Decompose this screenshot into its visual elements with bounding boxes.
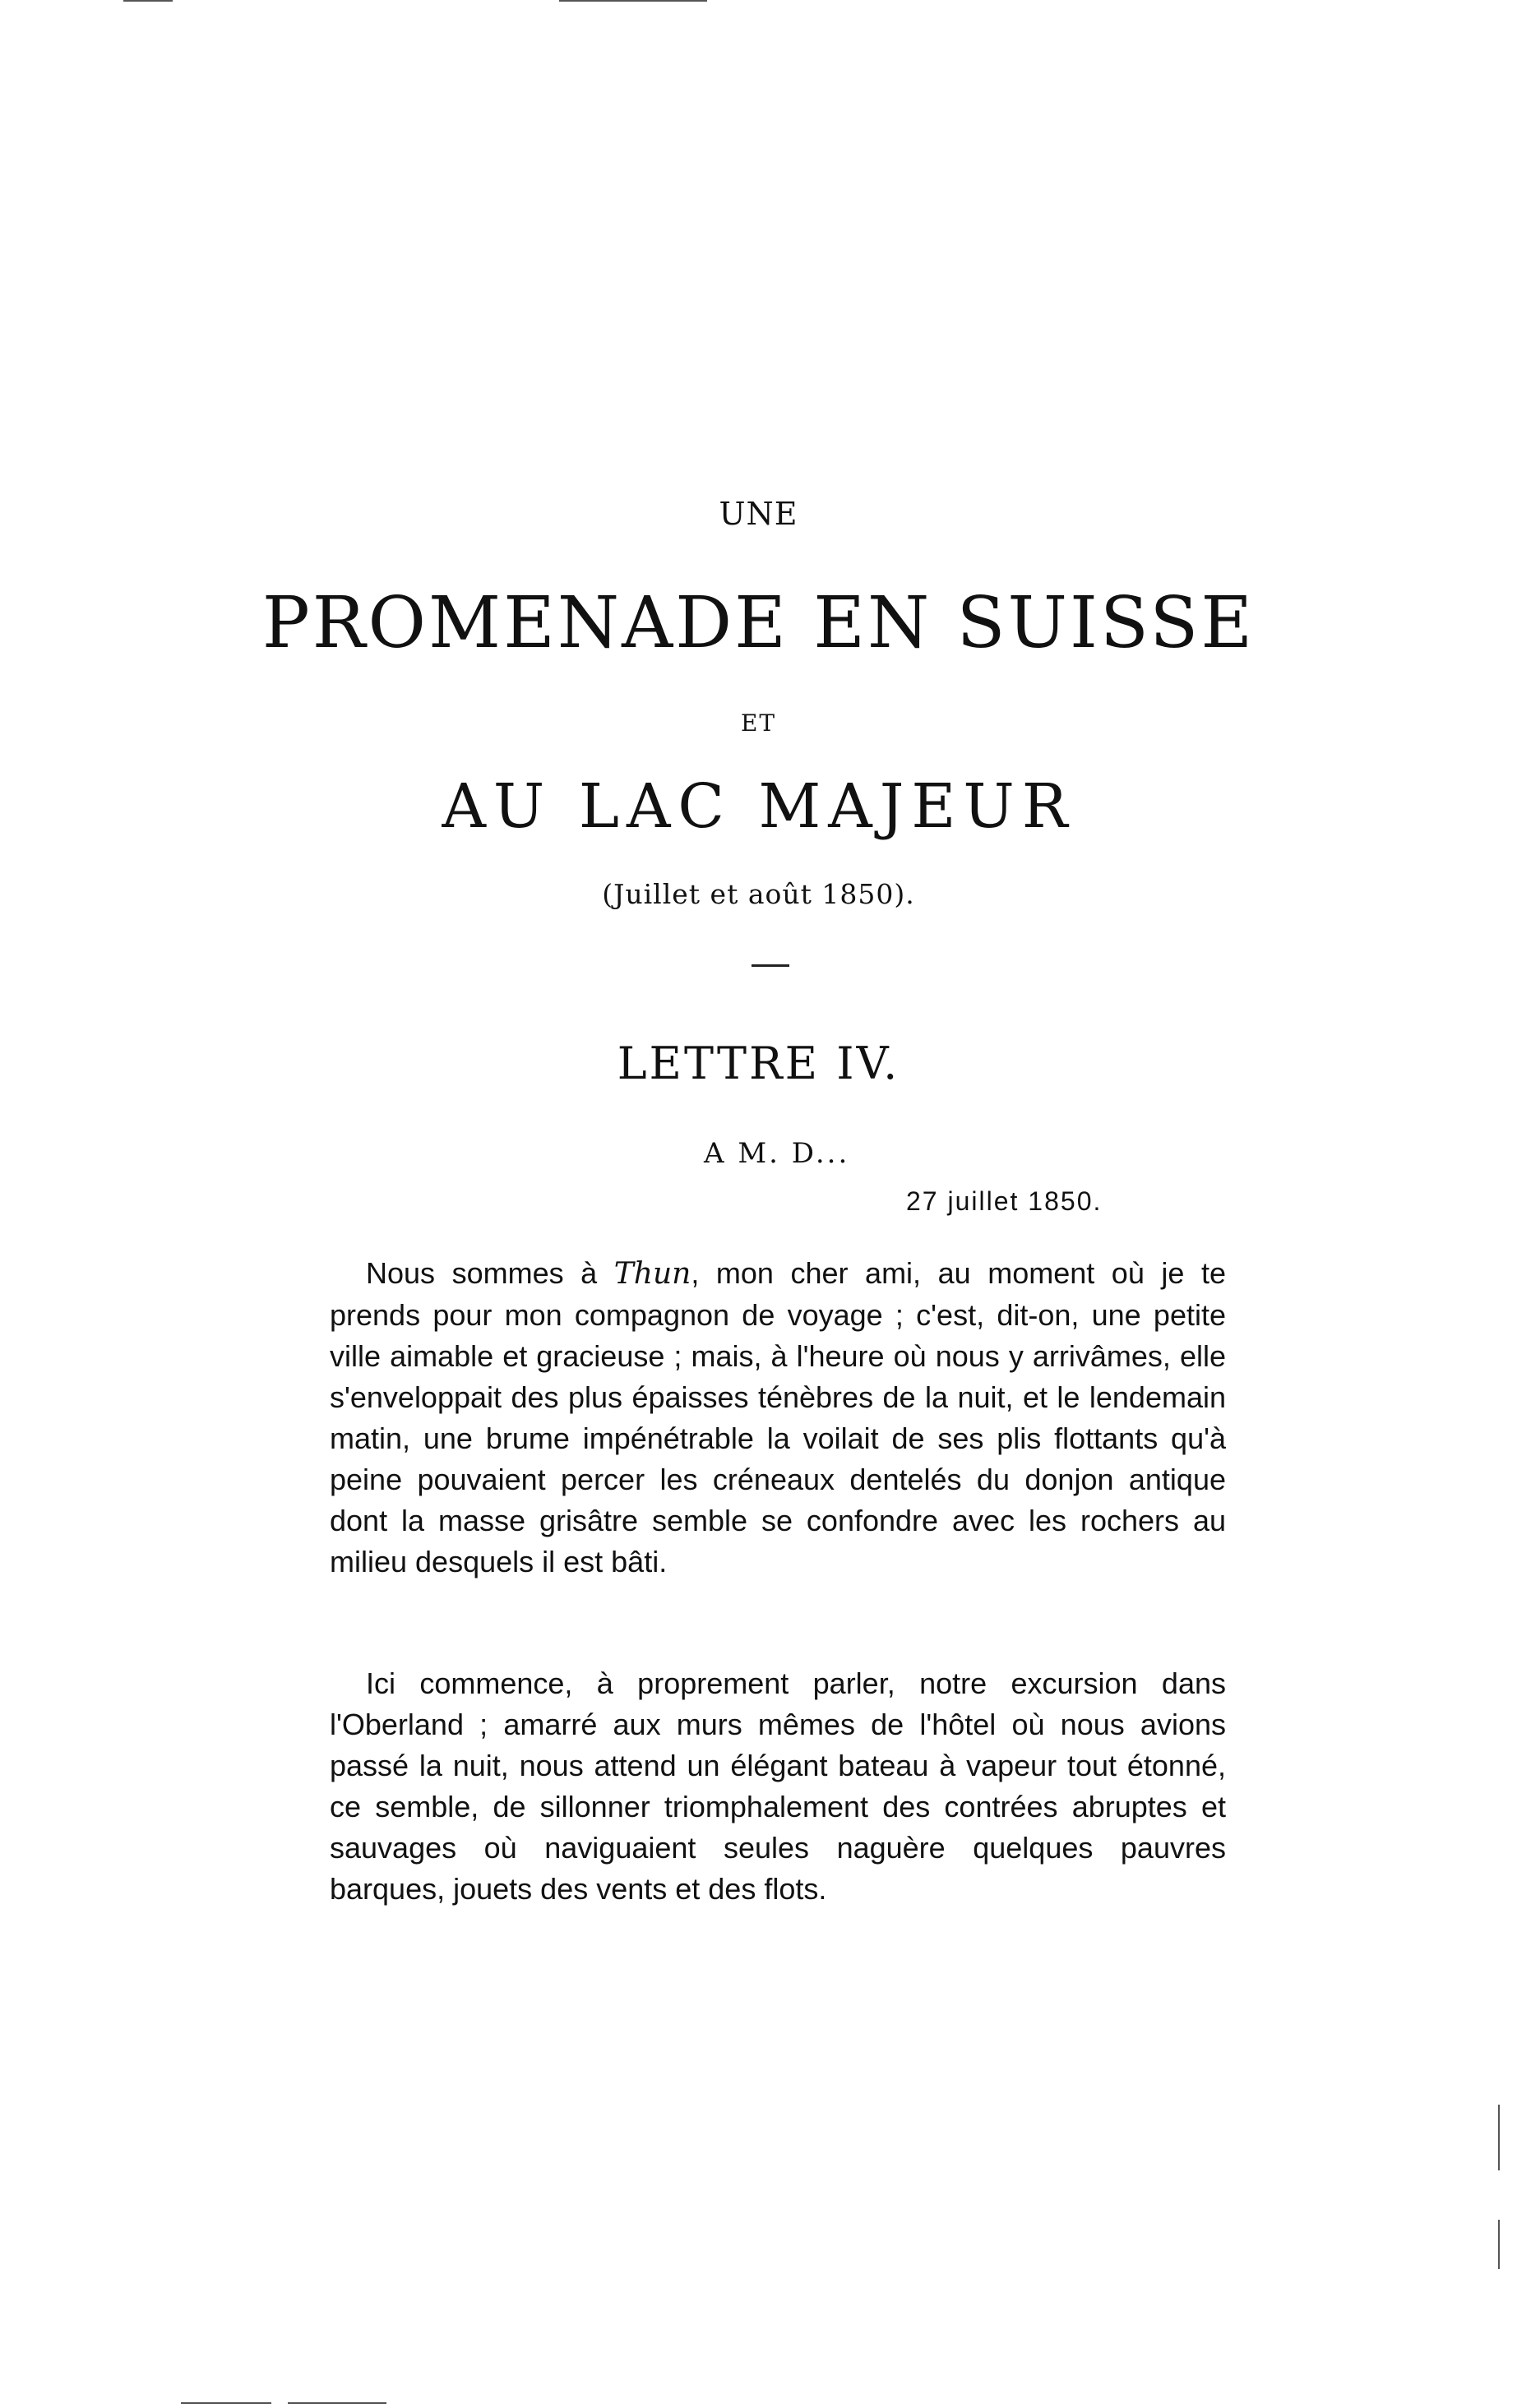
place-name: Thun bbox=[613, 1257, 691, 1291]
paragraph-2-text: Ici commence, à proprement parler, notre excursion dans l'Oberland ; amarré aux murs mêmes de l'hôtel où nous avions passé la nuit, nous attend un élégant bateau à vapeur tout étonné, ce semble, de sillonner triomphalement des contrées abruptes et sauvages où naviguaient seules naguère quelques pauvres barques, jouets des vents et des flots. bbox=[330, 1666, 1226, 1906]
paragraph-2 bbox=[330, 1663, 1226, 1910]
scan-edge-bottom bbox=[181, 2402, 271, 2404]
scan-edge-top bbox=[123, 0, 173, 2]
paragraph-1-start: Nous sommes à bbox=[366, 1256, 614, 1290]
title-conjunction: ET bbox=[740, 709, 777, 737]
section-rule bbox=[752, 964, 789, 967]
scan-edge-top bbox=[559, 0, 707, 2]
letter-date: 27 juillet 1850. bbox=[906, 1186, 1103, 1216]
paragraph-1 bbox=[330, 1253, 1226, 1583]
scan-edge-right bbox=[1498, 2220, 1500, 2269]
scan-edge-bottom bbox=[288, 2402, 386, 2404]
scan-edge-right bbox=[1498, 2105, 1500, 2170]
letter-addressee: A M. D... bbox=[704, 1137, 850, 1170]
paragraph-1-rest: , mon cher ami, au moment où je te prends pour mon compagnon de voyage ; c'est, dit-on, une petite ville aimable et gracieuse ; mais, à l'heure où nous y arrivâmes, elle s'enveloppait des plus épaisses ténèbres de la nuit, et le lendemain matin, une brume impénétrable la voilait de ses plis flottants qu'à peine pouvaient percer les créneaux dentelés du donjon antique dont la masse grisâtre semble se confondre avec les rochers au milieu desquels il est bâti. bbox=[330, 1256, 1226, 1578]
letter-heading: LETTRE IV. bbox=[617, 1038, 900, 1089]
book-subtitle: AU LAC MAJEUR bbox=[442, 771, 1075, 842]
paragraph-1-text bbox=[330, 1253, 1226, 1583]
date-range: (Juillet et août 1850). bbox=[602, 878, 915, 910]
title-kicker: UNE bbox=[719, 496, 798, 532]
book-title: PROMENADE EN SUISSE bbox=[261, 582, 1256, 664]
